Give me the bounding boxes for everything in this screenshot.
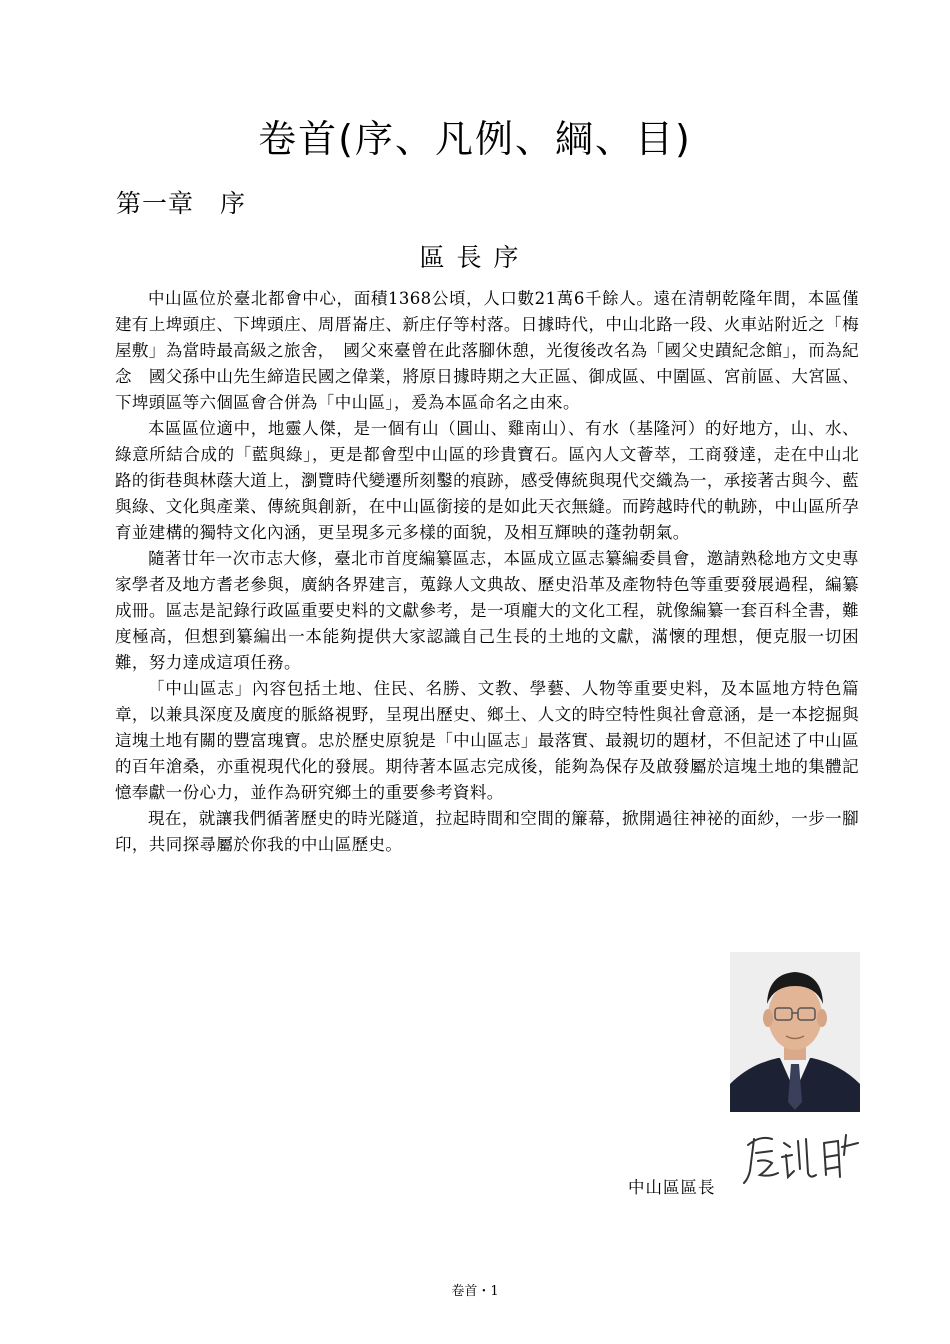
paragraph: 現在，就讓我們循著歷史的時光隧道，拉起時間和空間的簾幕，掀開過往神祕的面紗，一步一腳印，共同探尋屬於你我的中山區歷史。 — [115, 809, 859, 854]
signature — [742, 1125, 860, 1187]
paragraph: 中山區位於臺北都會中心，面積1368公頃，人口數21萬6千餘人。遠在清朝乾隆年間，本區僅建有上埤頭庄、下埤頭庄、周厝崙庄、新庄仔等村落。日據時代，中山北路一段、火車站附近之「梅屋敷」為當時最高級之旅舍， 國父來臺曾在此落腳休憩，光復後改名為「國父史蹟紀念館」，而為紀念 國父孫中山先生締造民國之偉業，將原日據時期之大正區、御成區、中圍區、宮前區、大宮區、下埤頭區等六個區會合併為「中山區」，爰為本區命名之由來。 — [115, 289, 859, 412]
signer-title: 中山區區長 — [628, 1178, 716, 1197]
section-title: 區長序 — [419, 243, 531, 272]
paragraph: 「中山區志」內容包括土地、住民、名勝、文教、學藝、人物等重要史料，及本區地方特色篇章，以兼具深度及廣度的脈絡視野，呈現出歷史、鄉土、人文的時空特性與社會意涵，是一本挖掘與這塊土地有關的豐富瑰寶。忠於歷史原貌是「中山區志」最落實、最親切的題材，不但記述了中山區的百年滄桑，亦重視現代化的發展。期待著本區志完成後，能夠為保存及啟發屬於這塊土地的集體記憶奉獻一份心力，並作為研究鄉土的重要參考資料。 — [115, 679, 859, 802]
portrait-photo — [730, 952, 860, 1112]
paragraph: 本區區位適中，地靈人傑，是一個有山（圓山、雞南山）、有水（基隆河）的好地方，山、水、綠意所結合成的「藍與綠」，更是都會型中山區的珍貴寶石。區內人文薈萃，工商發達，走在中山北路的街巷與林蔭大道上，瀏覽時代變遷所刻鑿的痕跡，感受傳統與現代交織為一，承接著古與今、藍與綠、文化與產業、傳統與創新，在中山區銜接的是如此天衣無縫。而跨越時代的軌跡，中山區所孕育並建構的獨特文化內涵，更呈現多元多樣的面貌，及相互輝映的蓬勃朝氣。 — [115, 419, 859, 542]
page-title: 卷首(序、凡例、綱、目) — [258, 117, 692, 161]
page-number: 卷首・1 — [451, 1284, 499, 1299]
preface-body — [115, 286, 859, 858]
paragraph: 隨著廿年一次市志大修，臺北市首度編纂區志，本區成立區志纂編委員會，邀請熟稔地方文史專家學者及地方耆老參與，廣納各界建言，蒐錄人文典故、歷史沿革及產物特色等重要發展過程，編纂成冊。區志是記錄行政區重要史料的文獻參考，是一項龐大的文化工程，就像編纂一套百科全書，難度極高，但想到纂編出一本能夠提供大家認識自己生長的土地的文獻，滿懷的理想，便克服一切困難，努力達成這項任務。 — [115, 549, 859, 672]
chapter-title: 第一章 序 — [116, 189, 247, 218]
